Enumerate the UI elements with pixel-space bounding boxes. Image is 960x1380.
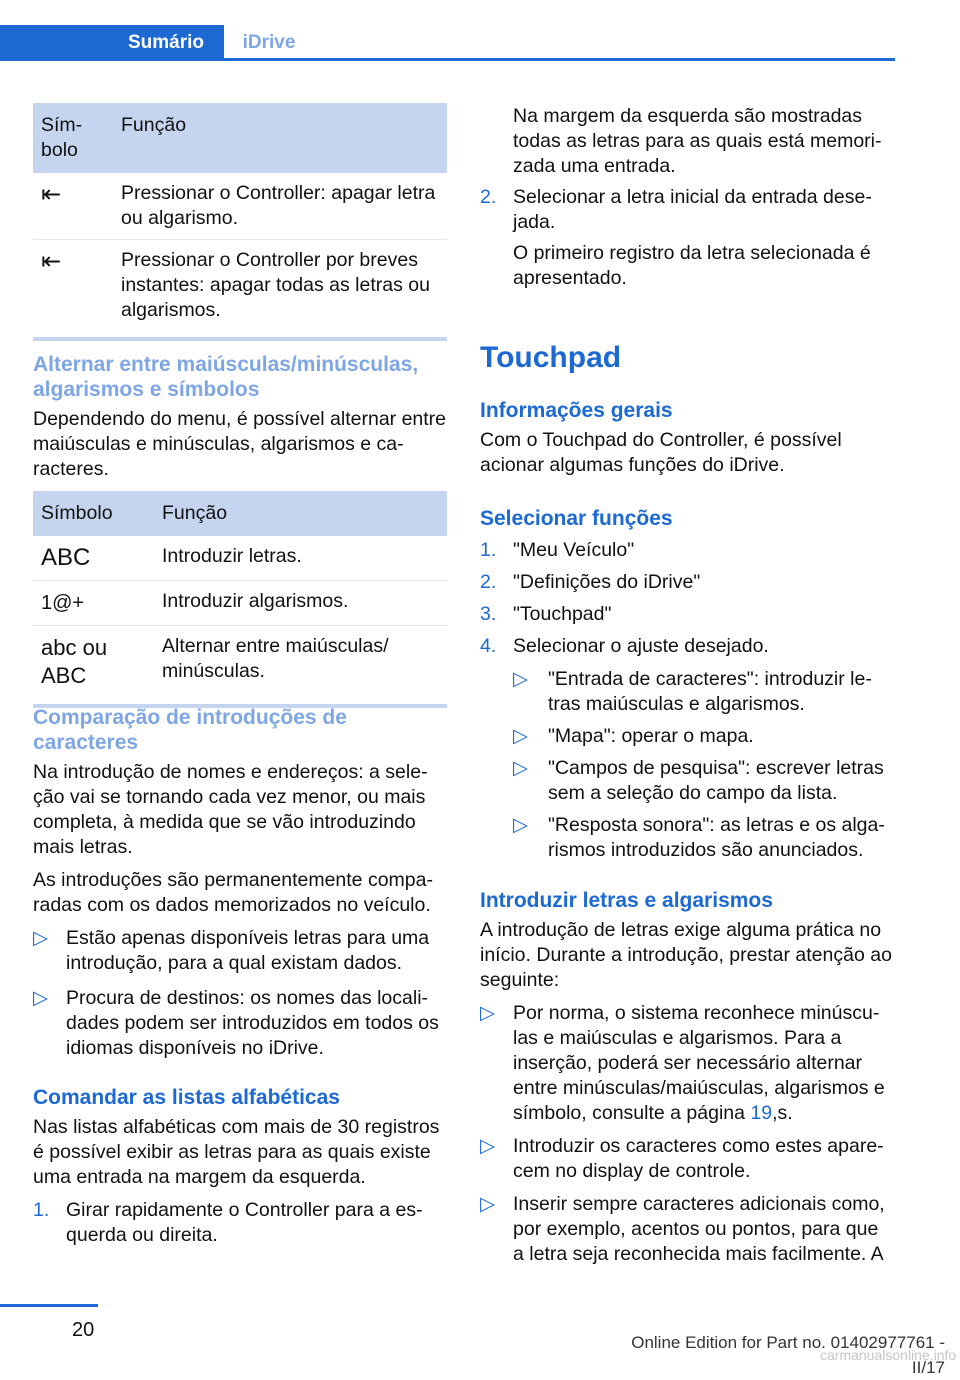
table-cell: Introduzir algarismos. — [154, 581, 447, 626]
paragraph: O primeiro registro da letra selecionada é apresentado. — [513, 242, 871, 289]
paragraph: As introduções são permanentemente comparadas com os dados memorizados no veículo. — [33, 869, 433, 916]
header-rule — [0, 58, 895, 61]
table-row — [33, 581, 447, 626]
section-title-enter-letters: Introduzir letras e algarismos — [480, 889, 773, 912]
bullet-marker-icon: ▷ — [480, 1002, 495, 1024]
delete-symbol-table — [33, 103, 447, 331]
page-number: 20 — [72, 1319, 95, 1341]
list-item: ▷ "Mapa": operar o mapa. — [513, 725, 754, 747]
list-item: ▷ "Entrada de caracteres": introduzir letras maiúsculas e algarismos. — [513, 668, 872, 715]
list-item: ▷ "Resposta sonora": as letras e os algarismos introduzidos são anunciados. — [513, 814, 885, 861]
watermark: carmanualsonline.info — [820, 1347, 957, 1363]
bullet-marker-icon: ▷ — [480, 1193, 495, 1215]
paragraph: Com o Touchpad do Controller, é possível acionar algumas funções do iDrive. — [480, 429, 842, 476]
table-row — [33, 173, 447, 240]
table-header-symbol: Sím- bolo — [33, 103, 113, 173]
list-item: 4. Selecionar o ajuste desejado. — [480, 635, 769, 657]
bullet-marker-icon: ▷ — [33, 927, 48, 949]
table-header-function: Função — [154, 491, 447, 536]
bullet-marker-icon: ▷ — [513, 814, 528, 836]
section-title-alphabetical: Comandar as listas alfabéticas — [33, 1086, 340, 1109]
section-title-touchpad: Touchpad — [480, 341, 622, 374]
paragraph: Na introdução de nomes e endereços: a seleção vai se tornando cada vez menor, ou mais completa, à medida que se vão introduzindo mais letras. — [33, 761, 428, 858]
edition-note: Online Edition for Part no. 01402977761 - II/17 — [631, 1333, 945, 1377]
page-link[interactable]: 19 — [750, 1102, 773, 1124]
list-item: ▷ Inserir sempre caracteres adicionais como, por exemplo, acentos ou pontos, para que a letra seja reconhecida mais facilmente. A — [480, 1193, 885, 1265]
case-symbol-table — [33, 491, 447, 698]
list-item: ▷ Procura de destinos: os nomes das localidades podem ser introduzidos em todos os idiomas disponíveis no iDrive. — [33, 987, 439, 1059]
bullet-list — [480, 1001, 894, 1267]
footer-rule — [0, 1304, 98, 1307]
numbered-list — [480, 538, 894, 659]
paragraph: A introdução de letras exige alguma prática no início. Durante a introdução, prestar atenção ao seguinte: — [480, 919, 892, 991]
list-item: 1. Girar rapidamente o Controller para a esquerda ou direita. — [33, 1199, 423, 1246]
top-navigation — [0, 25, 895, 61]
section-title-case: Alternar entre maiúsculas/minúsculas, algarismos e símbolos — [33, 353, 419, 401]
table-cell: Introduzir letras. — [154, 536, 447, 581]
list-item: ▷ Introduzir os caracteres como estes aparecem no display de controle. — [480, 1135, 884, 1182]
section-title-general-info: Informações gerais — [480, 399, 673, 422]
list-item: ▷ "Campos de pesquisa": escrever letras sem a seleção do campo da lista. — [513, 757, 884, 804]
header-accent-block — [0, 25, 108, 61]
numbered-list — [480, 185, 894, 235]
bullet-marker-icon: ▷ — [513, 757, 528, 779]
bullet-marker-icon: ▷ — [480, 1135, 495, 1157]
case-toggle-icon: abc ou ABC — [41, 635, 108, 688]
table-cell: Pressionar o Controller: apagar letra ou algarismo. — [113, 173, 447, 240]
bullet-marker-icon: ▷ — [513, 668, 528, 690]
table-header-symbol: Símbolo — [33, 491, 154, 536]
table-header-function: Função — [113, 103, 447, 173]
section-title-compare: Comparação de introduções de caracteres — [33, 706, 347, 754]
backspace-icon: ⇤ — [33, 173, 113, 240]
list-item: 2. Selecionar a letra inicial da entrada desejada. — [480, 186, 872, 233]
bullet-list — [33, 926, 447, 1061]
tab-sumario[interactable]: Sumário — [108, 25, 224, 61]
paragraph: Dependendo do menu, é possível alternar entre maiúsculas e minúsculas, algarismos e caracteres. — [33, 408, 447, 480]
list-item: 2. "Definições do iDrive" — [480, 571, 701, 593]
abc-uppercase-icon: ABC — [33, 536, 154, 581]
paragraph: Nas listas alfabéticas com mais de 30 registros é possível exibir as letras para as quais existe uma entrada na margem da esquerda. — [33, 1116, 440, 1188]
section-title-select-functions: Selecionar funções — [480, 507, 673, 530]
numbered-list — [33, 1198, 447, 1248]
list-item: 1. "Meu Veículo" — [480, 539, 635, 561]
numbers-symbols-icon: 1@+ — [33, 581, 154, 626]
table-cell: Pressionar o Controller por breves instantes: apagar todas as letras ou algarismos. — [121, 249, 430, 321]
table-row — [33, 536, 447, 581]
list-item: 3. "Touchpad" — [480, 603, 612, 625]
paragraph: Na margem da esquerda são mostradas todas as letras para as quais está memorizada uma entrada. — [513, 105, 882, 177]
list-item: ▷ Por norma, o sistema reconhece minúsculas e maiúsculas e algarismos. Para a inserção, poderá ser necessário alternar entre minúsculas/maiúsculas, algarismos e símbolo, consulte a página 19,s. — [480, 1002, 885, 1124]
backspace-icon: ⇤ — [41, 248, 62, 275]
table-end-rule — [33, 337, 447, 341]
bullet-marker-icon: ▷ — [33, 987, 48, 1009]
table-cell: Alternar entre maiúsculas/ minúsculas. — [162, 635, 389, 682]
table-row — [33, 626, 447, 699]
table-row — [33, 240, 447, 332]
list-item: ▷ Estão apenas disponíveis letras para uma introdução, para a qual existam dados. — [33, 927, 430, 974]
tab-idrive[interactable]: iDrive — [242, 32, 296, 53]
bullet-marker-icon: ▷ — [513, 725, 528, 747]
sub-bullet-list — [480, 667, 894, 863]
